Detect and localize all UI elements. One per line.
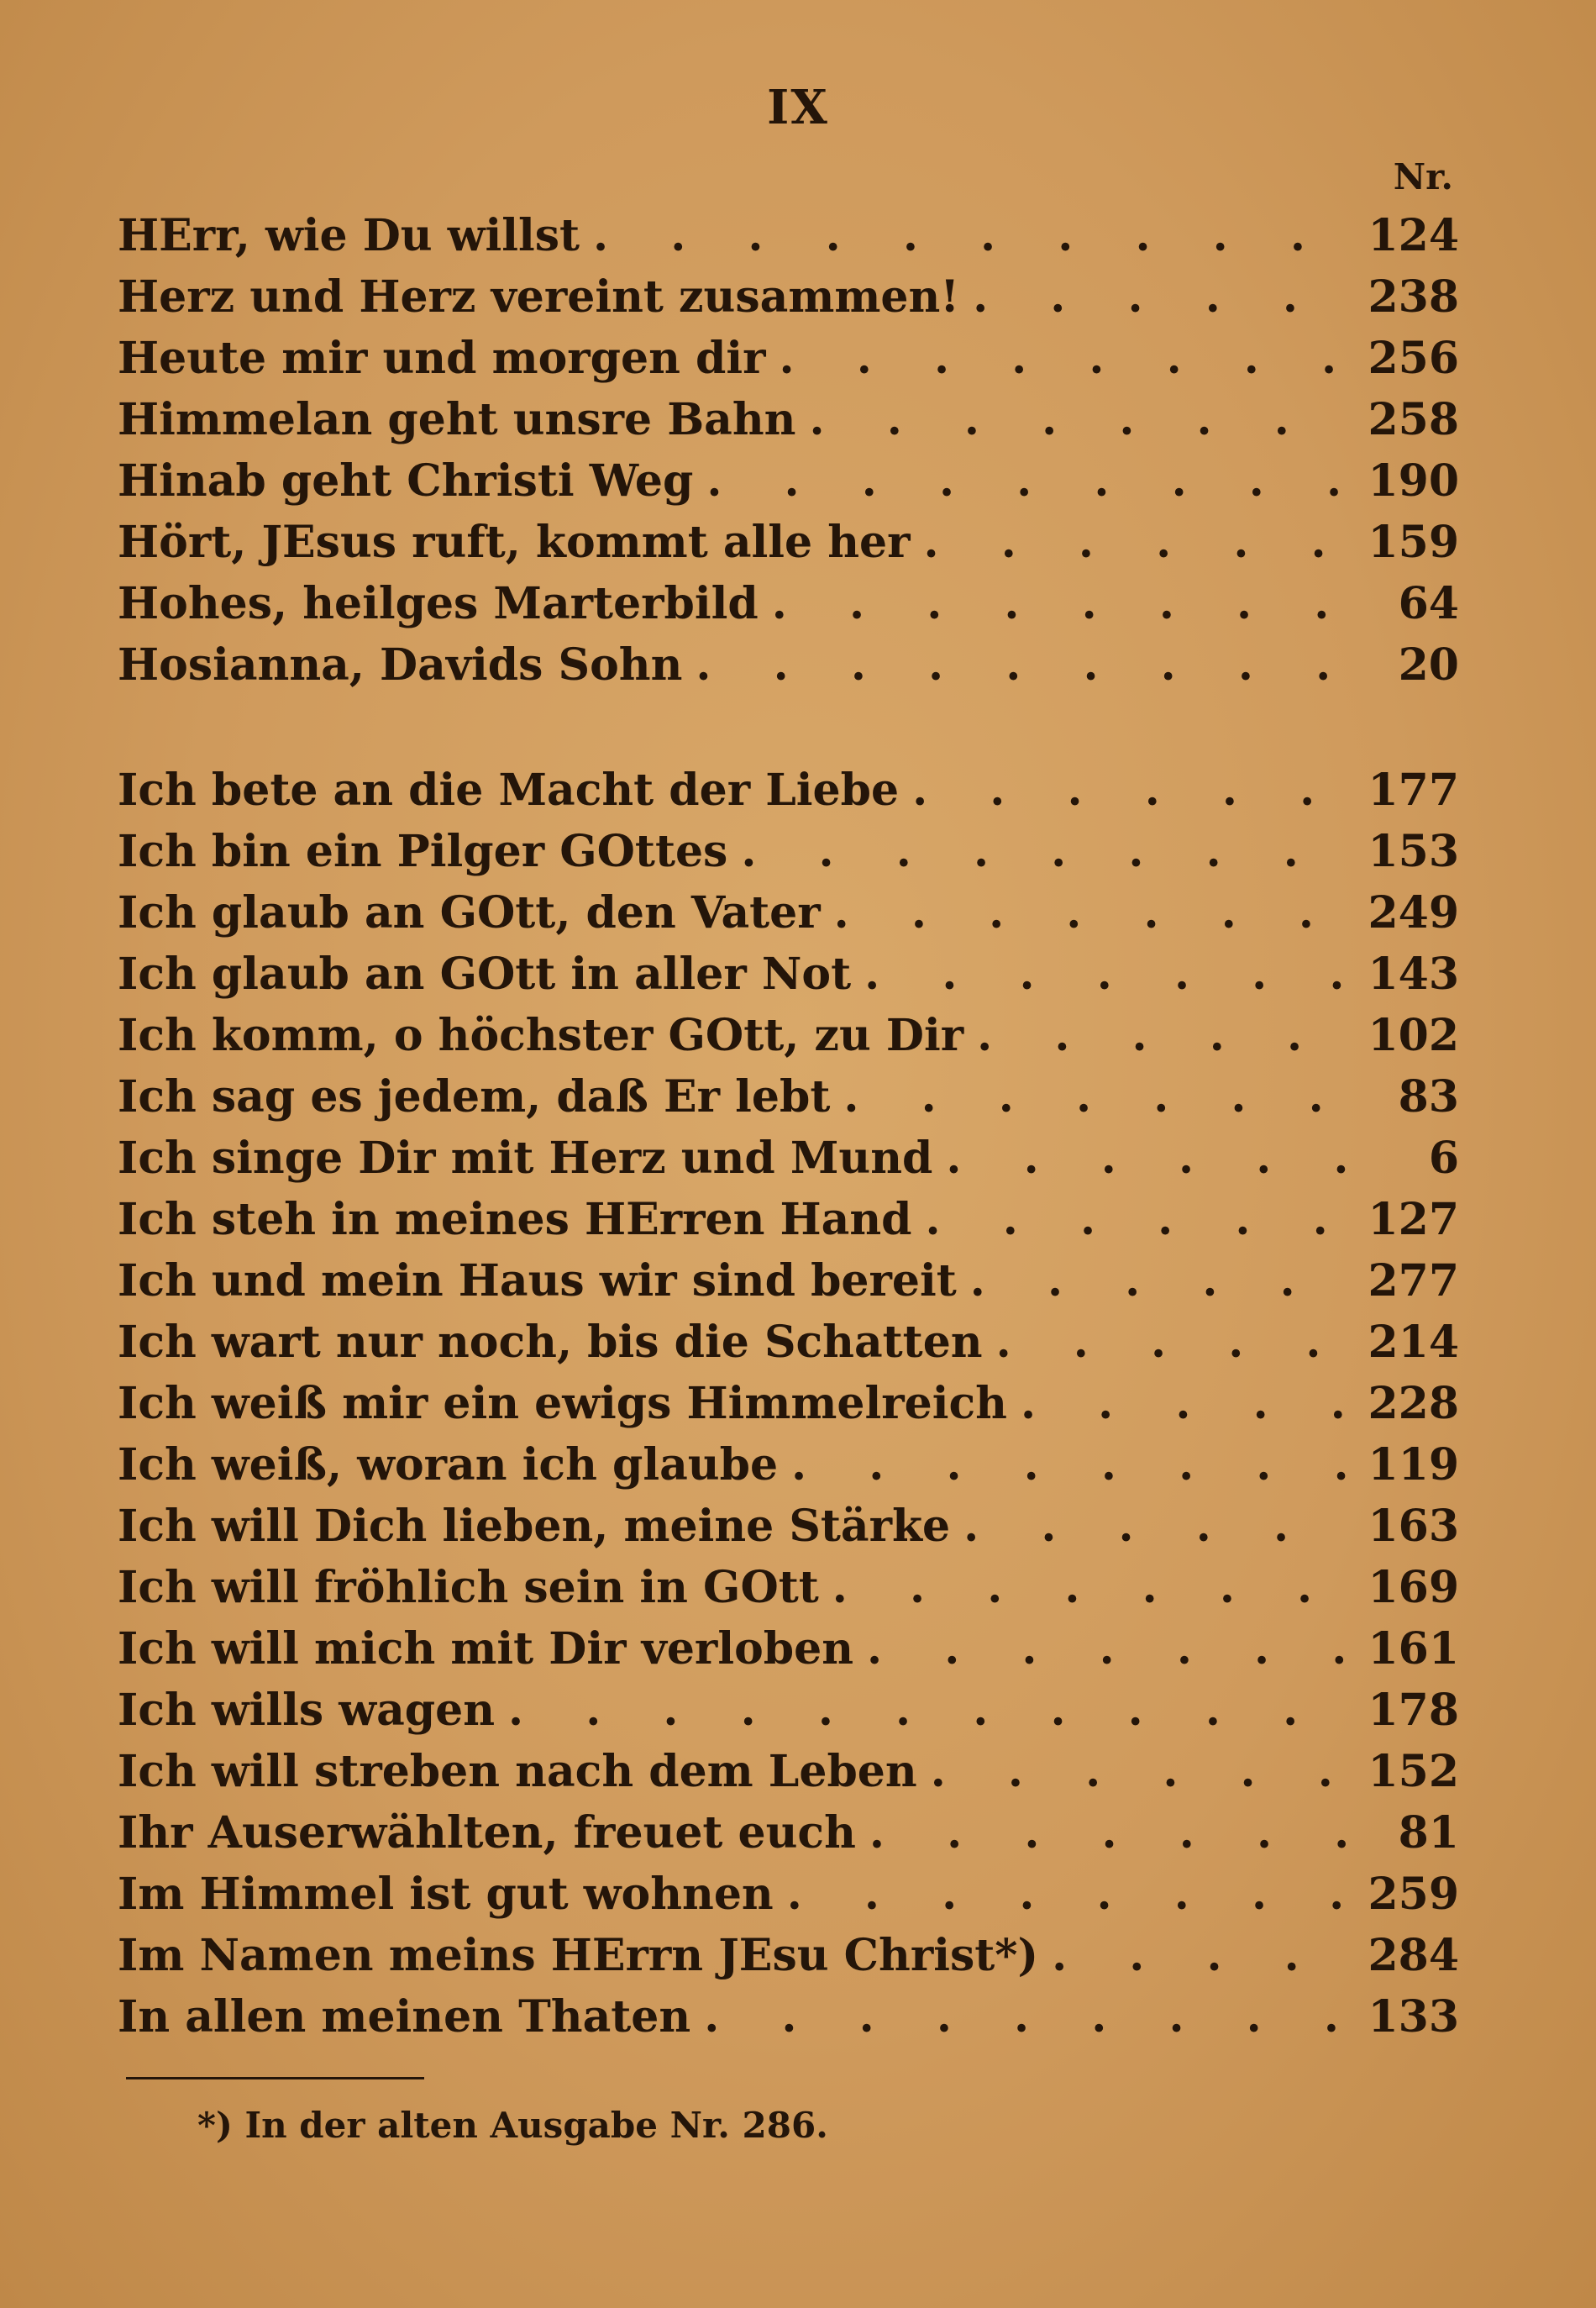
entry-title: Ich wart nur noch, bis die Schatten — [118, 1317, 983, 1368]
entry-title: In allen meinen Thaten — [118, 1991, 691, 2043]
dot-leader — [1052, 1925, 1354, 1986]
entry-number: 284 — [1368, 1930, 1459, 1981]
entry-title: Himmelan geht unsre Bahn — [118, 394, 796, 445]
toc-entry — [118, 882, 1459, 944]
entry-number: 133 — [1368, 1991, 1459, 2043]
entry-title: Hosianna, Davids Sohn — [118, 639, 683, 691]
entry-number: 214 — [1368, 1317, 1459, 1368]
toc-entry — [118, 1680, 1459, 1741]
entry-number: 177 — [1368, 765, 1459, 816]
entry-title: Ich bin ein Pilger GOttes — [118, 826, 728, 877]
dot-leader — [834, 882, 1355, 944]
entry-title: Hinab geht Christi Weg — [118, 455, 694, 507]
entry-number: 178 — [1368, 1685, 1459, 1736]
toc-entry — [118, 760, 1459, 821]
toc-entry — [118, 1128, 1459, 1189]
toc-entry — [118, 821, 1459, 882]
entry-title: Herz und Herz vereint zusammen! — [118, 271, 960, 323]
dot-leader — [832, 1557, 1355, 1618]
dot-leader — [508, 1680, 1354, 1741]
dot-leader — [696, 634, 1362, 696]
toc-entry — [118, 1250, 1459, 1312]
entry-title: Ich will fröhlich sein in GOtt — [118, 1562, 819, 1613]
entry-title: Ich komm, o höchster GOtt, zu Dir — [118, 1010, 964, 1061]
entry-title: Ich steh in meines HErren Hand — [118, 1194, 912, 1245]
entry-number: 258 — [1368, 394, 1459, 445]
dot-leader — [780, 328, 1355, 389]
dot-leader — [772, 573, 1362, 634]
toc-entry — [118, 944, 1459, 1005]
entry-title: Ich will streben nach dem Leben — [118, 1746, 917, 1797]
entry-title: Ich und mein Haus wir sind bereit — [118, 1255, 957, 1306]
entry-number: 152 — [1368, 1746, 1459, 1797]
toc-entry — [118, 1434, 1459, 1496]
toc-entry — [118, 1802, 1459, 1864]
entry-title: Ich weiß, woran ich glaube — [118, 1439, 779, 1490]
number-column-header: Nr. — [1393, 156, 1453, 197]
toc-entry — [118, 1373, 1459, 1434]
toc-entry — [118, 1618, 1459, 1680]
toc-entry — [118, 450, 1459, 512]
entry-number: 256 — [1368, 333, 1459, 384]
toc-entry — [118, 1986, 1459, 2048]
entry-number: 159 — [1368, 517, 1459, 568]
entry-number: 161 — [1368, 1623, 1459, 1674]
entry-number: 153 — [1368, 826, 1459, 877]
entry-number: 249 — [1368, 887, 1459, 938]
dot-leader — [869, 1802, 1362, 1864]
dot-leader — [926, 1189, 1355, 1250]
dot-leader — [787, 1864, 1355, 1925]
dot-leader — [809, 389, 1354, 450]
toc-entry — [118, 328, 1459, 389]
entry-number: 64 — [1398, 578, 1459, 629]
footnote-divider — [126, 2077, 424, 2079]
entry-number: 119 — [1368, 1439, 1459, 1490]
entry-number: 124 — [1368, 210, 1459, 261]
dot-leader — [970, 1250, 1355, 1312]
toc-entry — [118, 1925, 1459, 1986]
dot-leader — [1021, 1373, 1355, 1434]
entry-number: 83 — [1398, 1071, 1459, 1122]
toc-entry — [118, 512, 1459, 573]
toc-entry — [118, 634, 1459, 696]
entry-number: 81 — [1398, 1807, 1459, 1858]
entry-title: Ich glaub an GOtt in aller Not — [118, 949, 852, 1000]
page-number: IX — [767, 80, 829, 135]
toc-entry — [118, 573, 1459, 634]
dot-leader — [843, 1066, 1362, 1128]
toc-entry — [118, 1005, 1459, 1066]
dot-leader — [931, 1741, 1355, 1802]
toc-entry — [118, 1496, 1459, 1557]
dot-leader — [977, 1005, 1354, 1066]
entry-number: 102 — [1368, 1010, 1459, 1061]
dot-leader — [704, 1986, 1354, 2048]
dot-leader — [741, 821, 1354, 882]
toc-entry — [118, 1741, 1459, 1802]
dot-leader — [963, 1496, 1354, 1557]
entry-title: Im Himmel ist gut wohnen — [118, 1869, 774, 1920]
dot-leader — [973, 266, 1354, 328]
entry-title: Ich bete an die Macht der Liebe — [118, 765, 900, 816]
entry-number: 169 — [1368, 1562, 1459, 1613]
dot-leader — [593, 205, 1354, 266]
dot-leader — [867, 1618, 1354, 1680]
entry-title: Ihr Auserwählten, freuet euch — [118, 1807, 856, 1858]
footnote: *) In der alten Ausgabe Nr. 286. — [197, 2105, 828, 2146]
dot-leader — [946, 1128, 1362, 1189]
entry-title: HErr, wie Du willst — [118, 210, 580, 261]
toc-entry — [118, 266, 1459, 328]
toc-entry — [118, 1066, 1459, 1128]
dot-leader — [706, 450, 1354, 512]
entry-number: 6 — [1428, 1133, 1459, 1184]
entry-number: 259 — [1368, 1869, 1459, 1920]
dot-leader — [996, 1312, 1355, 1373]
entry-title: Ich wills wagen — [118, 1685, 496, 1736]
entry-title: Ich will mich mit Dir verloben — [118, 1623, 854, 1674]
toc-entry — [118, 205, 1459, 266]
entry-title: Ich glaub an GOtt, den Vater — [118, 887, 821, 938]
entry-number: 228 — [1368, 1378, 1459, 1429]
toc-entry — [118, 1312, 1459, 1373]
entry-title: Ich will Dich lieben, meine Stärke — [118, 1501, 951, 1552]
entry-number: 143 — [1368, 949, 1459, 1000]
toc-entry — [118, 1864, 1459, 1925]
entry-number: 238 — [1368, 271, 1459, 323]
entry-title: Hört, JEsus ruft, kommt alle her — [118, 517, 911, 568]
toc-entry — [118, 389, 1459, 450]
dot-leader — [791, 1434, 1354, 1496]
toc-entry — [118, 1557, 1459, 1618]
entry-title: Heute mir und morgen dir — [118, 333, 766, 384]
entry-number: 127 — [1368, 1194, 1459, 1245]
entry-number: 163 — [1368, 1501, 1459, 1552]
entry-title: Im Namen meins HErrn JEsu Christ*) — [118, 1930, 1039, 1981]
dot-leader — [864, 944, 1354, 1005]
entry-number: 277 — [1368, 1255, 1459, 1306]
entry-title: Hohes, heilges Marterbild — [118, 578, 759, 629]
entry-title: Ich singe Dir mit Herz und Mund — [118, 1133, 933, 1184]
entry-number: 20 — [1398, 639, 1459, 691]
entry-number: 190 — [1368, 455, 1459, 507]
dot-leader — [912, 760, 1354, 821]
entry-title: Ich weiß mir ein ewigs Himmelreich — [118, 1378, 1007, 1429]
entry-title: Ich sag es jedem, daß Er lebt — [118, 1071, 831, 1122]
dot-leader — [924, 512, 1355, 573]
toc-entry — [118, 1189, 1459, 1250]
